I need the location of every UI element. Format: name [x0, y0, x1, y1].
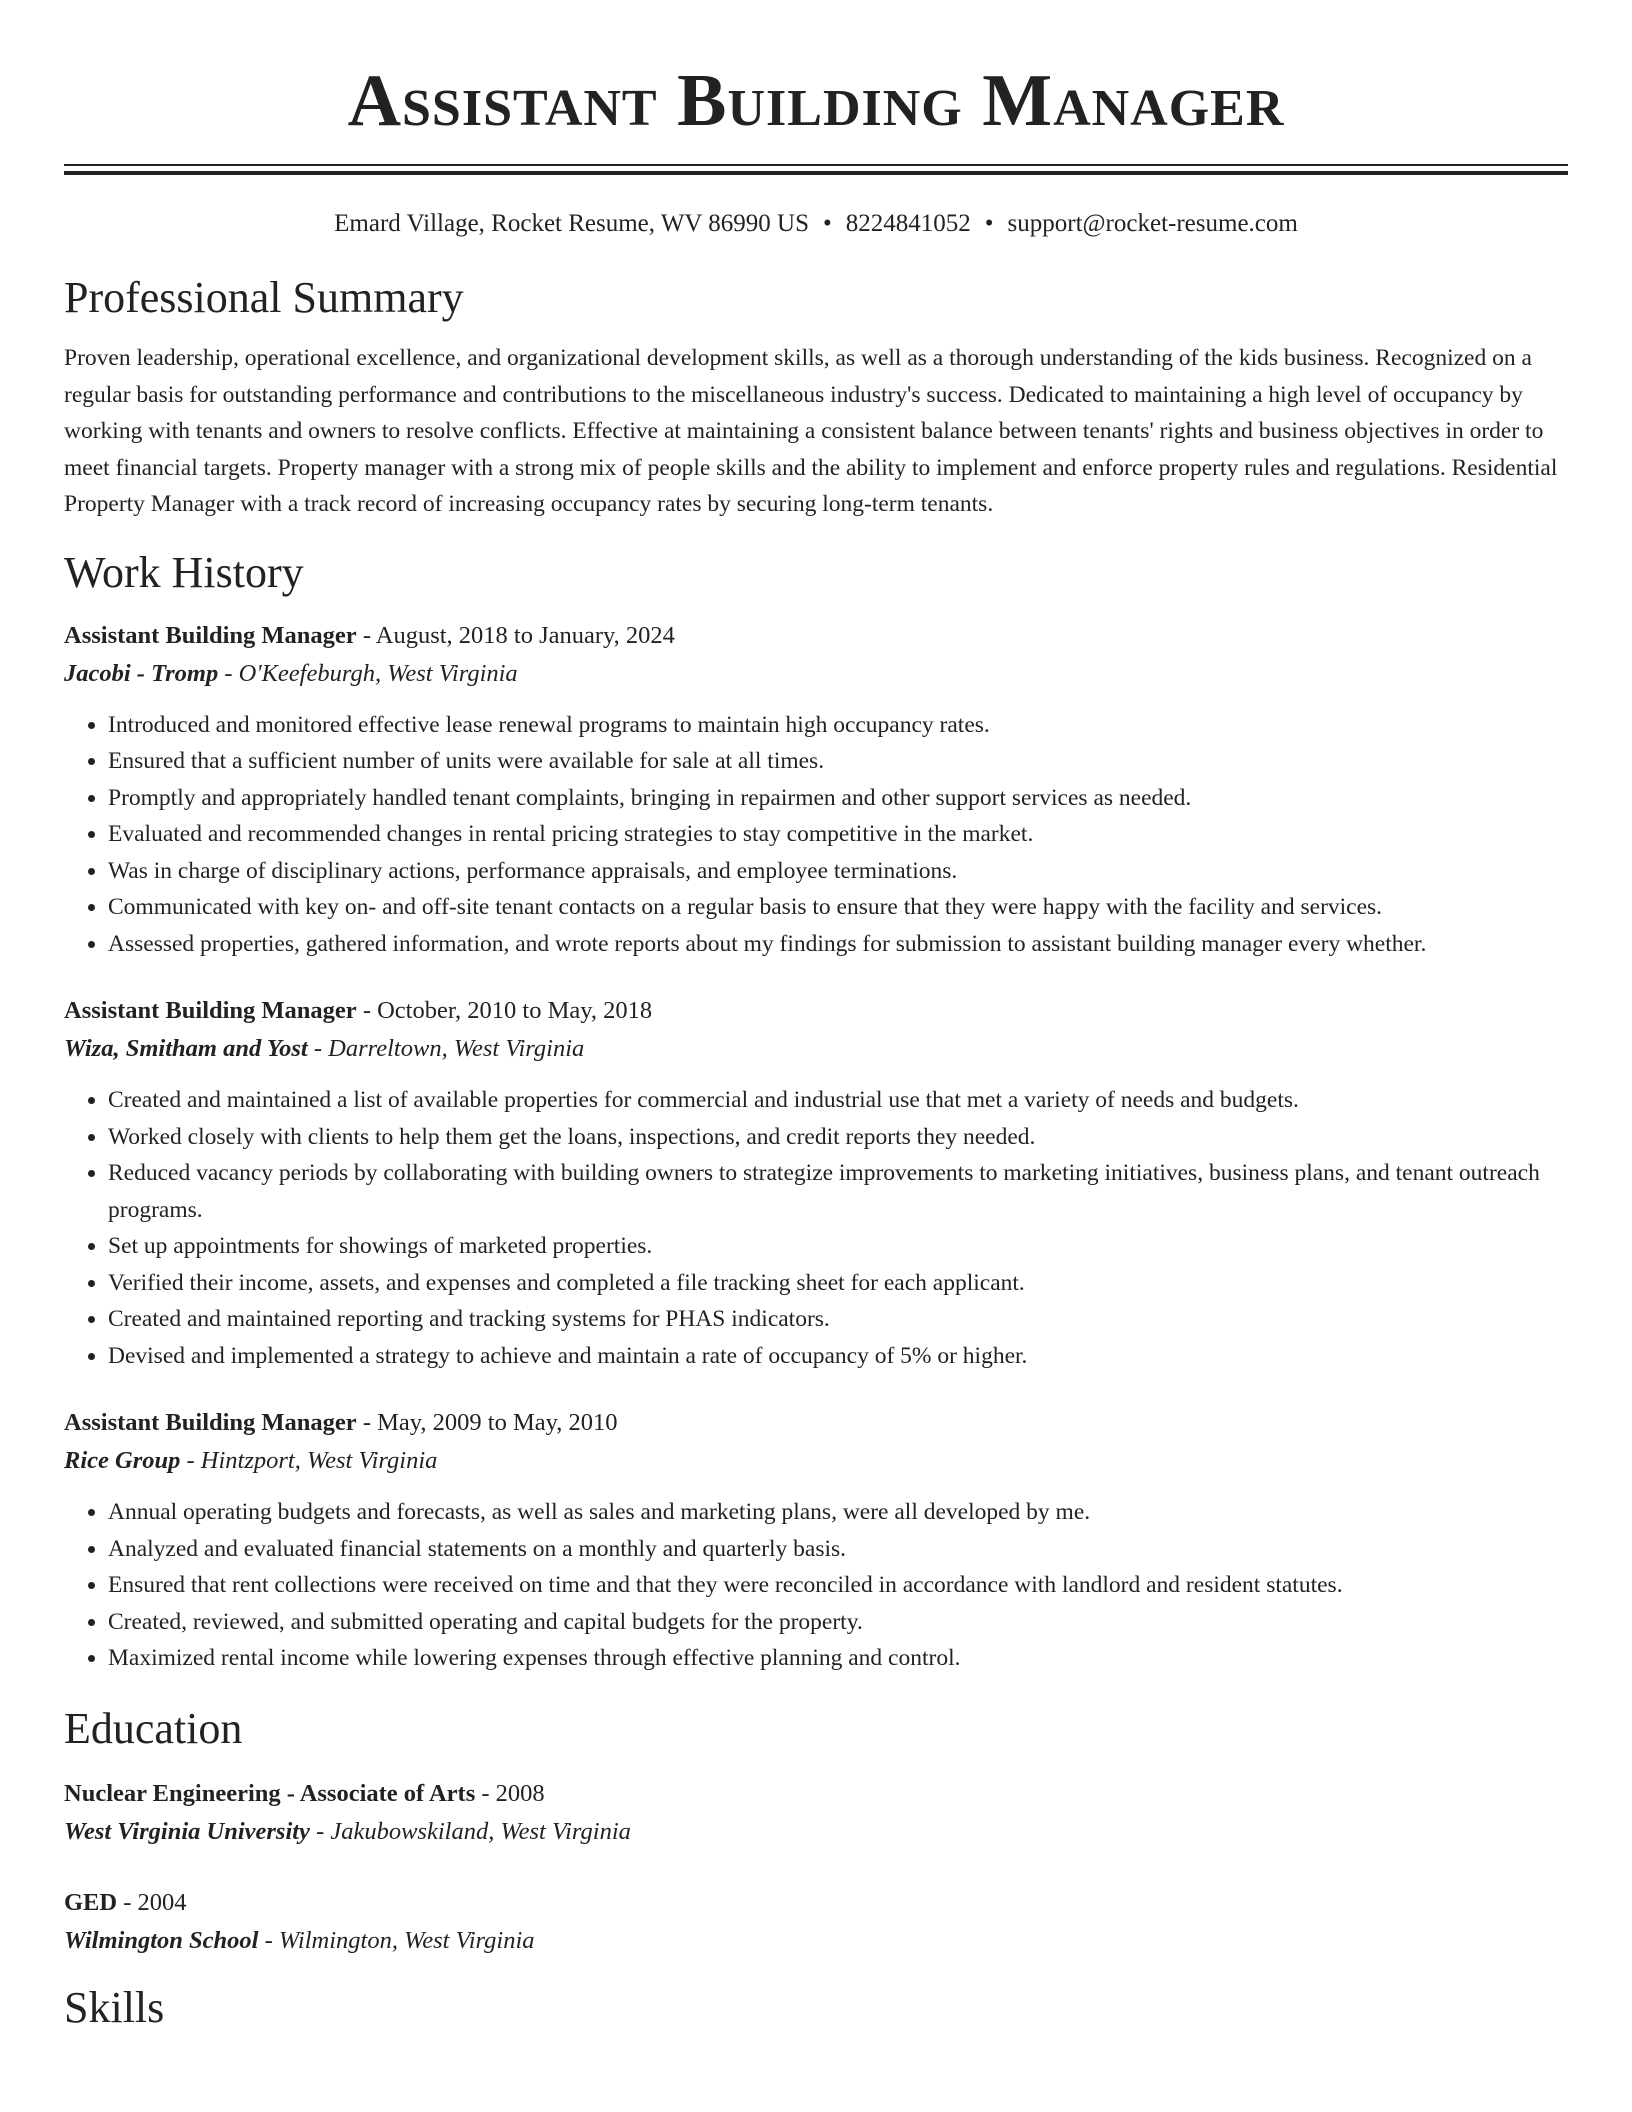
job-title: Assistant Building Manager: [64, 1409, 357, 1436]
job-bullet: • Created and maintained reporting and tracking systems for PHAS indicators.: [108, 1301, 1568, 1338]
education-degree: Nuclear Engineering - Associate of Arts: [64, 1779, 476, 1807]
job-location: - O'Keefeburgh, West Virginia: [218, 659, 518, 687]
education-entry: [64, 1884, 1568, 1960]
job-bullet: • Promptly and appropriately handled tenant complaints, bringing in repairmen and other support services as needed.: [108, 780, 1568, 817]
job-location: - Darreltown, West Virginia: [307, 1035, 585, 1062]
job-bullet: • Reduced vacancy periods by collaborating with building owners to strategize improvements to marketing initiatives, business plans, and tenant outreach programs.: [108, 1155, 1568, 1228]
summary-text: Proven leadership, operational excellence, and organizational development skills, as well as a thorough understanding of the kids business. Recognized on a regular basis for outstanding performance and contributions to the miscellaneous industry's success. Dedicated to maintaining a high level of occupancy by working with tenants and owners to resolve conflicts. Effective at maintaining a consistent balance between tenants' rights and business objectives in order to meet financial targets. Property manager with a strong mix of people skills and the ability to implement and enforce property rules and regulations. Residential Property Manager with a track record of increasing occupancy rates by securing long-term tenants.: [64, 345, 1558, 517]
contact-line: [64, 208, 1568, 240]
education-entry: [64, 1775, 1568, 1851]
job-employer: Wiza, Smitham and Yost: [64, 1035, 308, 1062]
contact-address: Emard Village, Rocket Resume, WV 86990 US: [334, 210, 809, 237]
job-bullet: • Created and maintained a list of available properties for commercial and industrial use that met a variety of needs and budgets.: [108, 1082, 1568, 1119]
job-bullet: • Devised and implemented a strategy to achieve and maintain a rate of occupancy of 5% or higher.: [108, 1338, 1568, 1375]
education-school: Wilmington School: [64, 1926, 259, 1954]
job-title: Assistant Building Manager: [64, 621, 357, 649]
job-bullet: • Was in charge of disciplinary actions, performance appraisals, and employee terminations.: [108, 853, 1568, 890]
education-degree-line: [64, 1775, 1568, 1813]
education-degree-line: [64, 1884, 1568, 1922]
job-entry: [64, 617, 1568, 963]
job-title-line: [64, 992, 1568, 1030]
job-bullet: • Ensured that a sufficient number of units were available for sale at all times.: [108, 743, 1568, 780]
contact-email: support@rocket-resume.com: [1007, 210, 1298, 237]
title-divider-thin: [64, 164, 1568, 166]
education-location: - Wilmington, West Virginia: [258, 1926, 535, 1954]
job-title-line: [64, 617, 1568, 655]
job-bullets: [64, 1494, 1568, 1677]
job-employer-line: [64, 655, 1568, 693]
education-year: - 2008: [475, 1779, 545, 1807]
job-entry: [64, 992, 1568, 1374]
education-school: West Virginia University: [64, 1817, 310, 1845]
job-bullet: • Introduced and monitored effective lease renewal programs to maintain high occupancy rates.: [108, 707, 1568, 744]
job-bullet: • Assessed properties, gathered information, and wrote reports about my findings for submission to assistant building manager every whether.: [108, 926, 1568, 963]
education-location: - Jakubowskiland, West Virginia: [309, 1817, 631, 1845]
job-location: - Hintzport, West Virginia: [180, 1447, 438, 1474]
job-bullet: • Communicated with key on- and off-site tenant contacts on a regular basis to ensure that they were happy with the facility and services.: [108, 889, 1568, 926]
education-heading: Education: [64, 1703, 243, 1753]
job-entry: [64, 1404, 1568, 1677]
contact-separator: •: [823, 210, 832, 237]
job-employer: Rice Group: [64, 1447, 181, 1474]
education-year: - 2004: [117, 1888, 187, 1916]
education-school-line: [64, 1922, 1568, 1960]
job-title: Assistant Building Manager: [64, 997, 357, 1024]
job-bullet: • Created, reviewed, and submitted operating and capital budgets for the property.: [108, 1604, 1568, 1641]
job-employer-line: [64, 1030, 1568, 1068]
job-bullets: [64, 1082, 1568, 1374]
resume-title: Assistant Building Manager: [347, 60, 1285, 142]
job-bullet: • Evaluated and recommended changes in rental pricing strategies to stay competitive in the market.: [108, 816, 1568, 853]
skills-heading: Skills: [64, 1982, 165, 2032]
job-bullets: [64, 707, 1568, 963]
job-bullet: • Set up appointments for showings of marketed properties.: [108, 1228, 1568, 1265]
job-bullet: • Annual operating budgets and forecasts, as well as sales and marketing plans, were all developed by me.: [108, 1494, 1568, 1531]
job-bullet: • Verified their income, assets, and expenses and completed a file tracking sheet for each applicant.: [108, 1265, 1568, 1302]
job-employer-line: [64, 1442, 1568, 1480]
contact-phone: 8224841052: [845, 210, 971, 237]
contact-separator: •: [984, 210, 994, 237]
education-degree: GED: [64, 1888, 118, 1916]
summary-heading: Professional Summary: [64, 273, 464, 322]
job-title-line: [64, 1404, 1568, 1442]
job-dates: - October, 2010 to May, 2018: [356, 997, 653, 1024]
job-bullet: • Worked closely with clients to help them get the loans, inspections, and credit reports they needed.: [108, 1119, 1568, 1156]
education-school-line: [64, 1813, 1568, 1851]
work-history-heading: Work History: [64, 547, 304, 597]
job-dates: - May, 2009 to May, 2010: [356, 1409, 618, 1436]
job-bullet: • Maximized rental income while lowering expenses through effective planning and control.: [108, 1640, 1568, 1677]
job-bullet: • Ensured that rent collections were received on time and that they were reconciled in accordance with landlord and resident statutes.: [108, 1567, 1568, 1604]
title-divider-thick: [64, 171, 1568, 175]
job-employer: Jacobi - Tromp: [64, 659, 219, 687]
job-bullet: • Analyzed and evaluated financial statements on a monthly and quarterly basis.: [108, 1531, 1568, 1568]
job-dates: - August, 2018 to January, 2024: [356, 621, 675, 649]
